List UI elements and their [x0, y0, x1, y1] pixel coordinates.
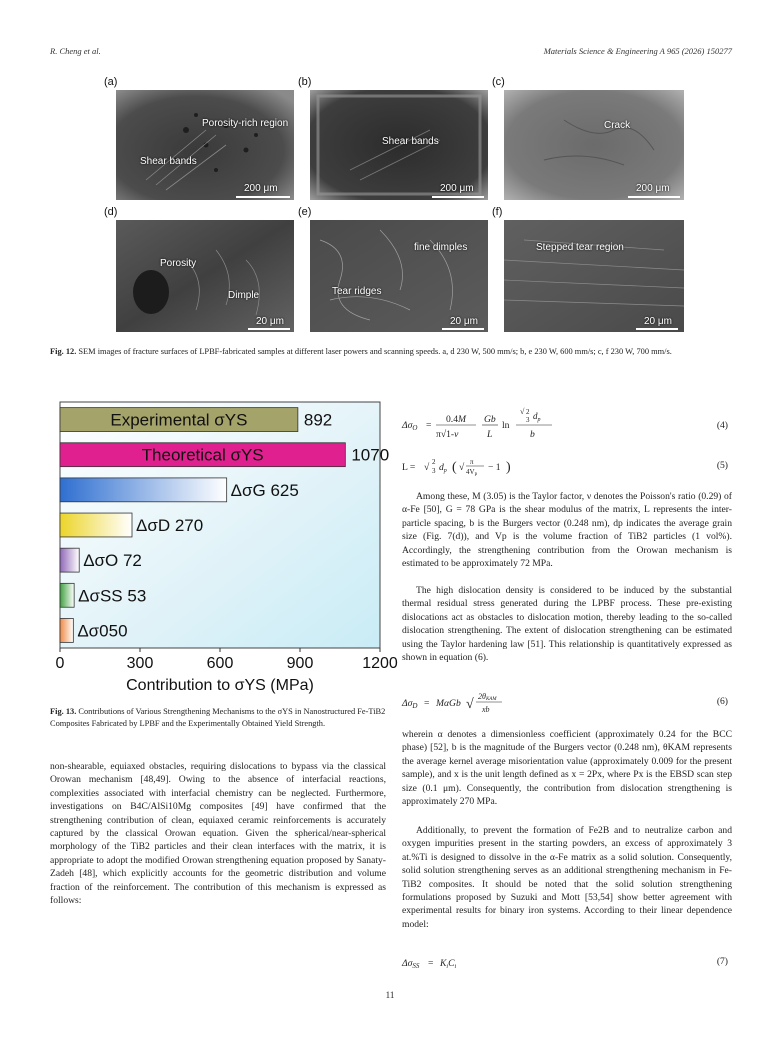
figure-13-caption-text: Contributions of Various Strengthening Mechanisms to the σYS in Nanostructured Fe-TiB2 Composites Fabricated by LPBF and the Experimentally Obtained Yield Strength.	[50, 707, 386, 728]
note-porosity: Porosity	[160, 258, 197, 269]
svg-text:xb: xb	[482, 705, 490, 714]
right-paragraph-2: The high dislocation density is considered to be induced by the substantial thermal residual stress generated during the LPBF process. These pre-existing dislocations act as obstacles to dislocation motion, thereby leading to the so-called dislocation strengthening. The extent of dislocation strengthening can be estimated using the Taylor hardening law [51]. This relationship is quantitatively expressed as shown in equation (6).	[402, 585, 732, 664]
svg-text:2θKAM: 2θKAM	[478, 692, 497, 702]
svg-text:dp: $d_p$	[533, 411, 541, 423]
figure-12	[100, 72, 690, 337]
svg-text:ln: ln	[502, 420, 510, 431]
page-number: 11	[385, 990, 395, 1000]
note-tear-ridges: Tear ridges	[332, 286, 382, 297]
x-axis-label: Contribution to σYS (MPa)	[126, 677, 314, 694]
panel-a-label: (a)	[104, 76, 118, 88]
sem-image-c	[504, 90, 684, 200]
svg-text:ΔσSS: $\Delta\sigma_{SS}$	[402, 958, 420, 970]
svg-text:− 1: − 1	[488, 462, 501, 473]
svg-text:=: =	[426, 420, 432, 431]
sem-image-e	[310, 220, 488, 332]
svg-text:3: 3	[526, 416, 530, 424]
sem-image-b	[310, 90, 488, 200]
bar-label-4: ΔσO 72	[83, 551, 142, 571]
bar-2	[60, 478, 227, 502]
svg-text:MαGb: MαGb	[436, 698, 461, 709]
svg-text:0.4M: 0.4M	[446, 414, 466, 425]
svg-text:=: =	[424, 698, 430, 709]
svg-text:): )	[506, 460, 511, 475]
note-dimple: Dimple	[228, 290, 260, 301]
scale-label-b: 200 μm	[440, 183, 474, 194]
note-stepped-tear-region: Stepped tear region	[536, 242, 624, 253]
bar-label-2: ΔσG 625	[230, 480, 299, 500]
running-header-authors: R. Cheng et al.	[50, 46, 101, 56]
equation-6-number: (6)	[716, 696, 728, 707]
svg-text:π√1-ν: π√1-ν	[436, 429, 459, 440]
note-crack: Crack	[604, 120, 631, 131]
svg-text:2: 2	[432, 458, 436, 466]
svg-text:dp: $d_p$	[439, 462, 447, 474]
scale-label-a: 200 μm	[244, 183, 278, 194]
note-shear-bands-a: Shear bands	[140, 156, 197, 167]
sem-image-f	[504, 220, 684, 332]
svg-text:L =: L =	[402, 462, 416, 473]
equation-5	[402, 452, 732, 482]
figure-13-caption-label: Fig. 13.	[50, 707, 77, 716]
svg-text:√: √	[424, 462, 430, 473]
svg-text:√: √	[520, 407, 525, 416]
note-shear-bands-b: Shear bands	[382, 136, 439, 147]
scale-bar-c	[628, 196, 680, 198]
svg-text:=: =	[428, 958, 434, 969]
bar-label-6: Δσ050	[77, 621, 128, 641]
x-tick-label-3: 900	[286, 655, 314, 672]
sem-image-a	[116, 90, 294, 200]
svg-text:2: 2	[526, 408, 530, 416]
scale-bar-d	[248, 328, 290, 330]
x-tick-label-2: 600	[206, 655, 234, 672]
equation-6	[402, 688, 732, 718]
scale-label-e: 20 μm	[450, 316, 478, 327]
scale-bar-a	[236, 196, 290, 198]
x-tick-label-0: 0	[55, 655, 65, 672]
panel-b-label: (b)	[298, 76, 312, 88]
bar-label-5: ΔσSS 53	[78, 586, 147, 606]
svg-text:4Vp: 4Vp	[466, 468, 478, 477]
value-label-1: 1070	[351, 445, 390, 465]
bar-label-3: ΔσD 270	[136, 516, 204, 535]
figure-13-svg	[46, 398, 398, 698]
value-label-0: 892	[303, 410, 333, 430]
right-paragraph-1: Among these, M (3.05) is the Taylor factor, ν denotes the Poisson's ratio (0.29) of α-Fe [50], G = 78 GPa is the shear modulus of the matrix, L represents the inter-particle spacing, b is the Burgers vector (0.248 nm), dp indicates the average grain size (Fig. 7(d)), and Vp is the volume fraction of TiB2 particles (1 vol%). Accordingly, the strengthening contribution from the Orowan mechanism is estimated to be approximately 72 MPa.	[402, 491, 732, 570]
x-tick-label-1: 300	[126, 655, 154, 672]
left-column-text: non-shearable, equiaxed obstacles, requiring dislocations to bypass via the classical Orowan mechanism [48,49]. Owing to the absence of interfacial reactions, complexities associated with interfacial chemistry can be neglected. Furthermore, investigations on B4C/AlSi10Mg composites [49] have confirmed that the strengthening contribution of clean, equiaxed ceramic reinforcements is accurately captured by the classical Orowan equation. Given the spherical/near-spherical morphology of the TiB2 particles and their clean interfaces with the matrix, it is appropriate to adopt the modified Orowan strengthening equation proposed by Sanaty-Zadeh [48], which explicitly accounts for the geometric distribution and volume fraction of the reinforcement. The contribution of this mechanism is expressed as follows:	[50, 761, 386, 907]
note-fine-dimples: fine dimples	[414, 242, 468, 253]
panel-d-label: (d)	[104, 206, 118, 218]
scale-label-c: 200 μm	[636, 183, 670, 194]
svg-text:L: L	[487, 429, 493, 440]
panel-e-label: (e)	[298, 206, 312, 218]
bar-4	[60, 548, 79, 572]
figure-12-caption-label: Fig. 12.	[50, 347, 77, 356]
scale-bar-e	[442, 328, 484, 330]
panel-f-label: (f)	[492, 206, 503, 218]
running-header-journal: Materials Science & Engineering A 965 (2026) 150277	[543, 46, 732, 56]
svg-text:KiCi: $K_iC_i$	[440, 958, 457, 970]
right-paragraph-3: wherein α denotes a dimensionless coefficient (approximately 0.24 for the BCC phase) [52], b is the magnitude of the Burgers vector (0.248 nm), θKAM represents the average kernel average misorientation value (approximately 0.009 for the present sample), and x is the unit length defined as x = 2Px, where Px is the EBSD scan step size (0.1 μm). Consequently, the contribution from dislocation strengthening is approximately 270 MPa.	[402, 729, 732, 808]
figure-13-chart	[46, 398, 398, 698]
bar-5	[60, 583, 74, 607]
svg-text:√: √	[459, 462, 465, 473]
sem-image-d	[116, 220, 294, 332]
bar-label-1: Theoretical σYS	[141, 445, 264, 465]
scale-label-d: 20 μm	[256, 316, 284, 327]
svg-text:b: b	[530, 429, 535, 440]
equation-7-number: (7)	[716, 956, 728, 967]
equation-5-number: (5)	[716, 460, 728, 471]
svg-text:ΔσO: $\Delta\sigma_O$	[402, 420, 418, 432]
note-porosity-rich-region: Porosity-rich region	[202, 118, 289, 129]
equation-7	[402, 954, 732, 972]
scale-bar-f	[636, 328, 678, 330]
svg-text:π: π	[470, 458, 474, 466]
right-paragraph-4: Additionally, to prevent the formation of Fe2B and to neutralize carbon and oxygen impurities present in the starting powders, an excess of approximately 3 at.%Ti is designed to dissolve in the α-Fe matrix as a solid solution. Consequently, solid solution strengthening serves as an additional strengthening mechanism in Fe-TiB2 composites. It should be noted that the solid solution strengthening formulations proposed by Suzuki and Mott [53,54] show better agreement with experimental results for binary iron systems. According to their linear dependence model:	[402, 825, 732, 930]
figure-12-caption-text: SEM images of fracture surfaces of LPBF-fabricated samples at different laser powers and scanning speeds. a, d 230 W, 500 mm/s; b, e 230 W, 600 mm/s; c, f 230 W, 700 mm/s.	[78, 347, 672, 356]
scale-label-f: 20 μm	[644, 316, 672, 327]
svg-text:(: (	[452, 460, 457, 475]
svg-text:3: 3	[432, 467, 436, 475]
equation-4-number: (4)	[716, 420, 728, 431]
bar-label-0: Experimental σYS	[110, 410, 248, 430]
figure-12-caption	[50, 346, 732, 358]
x-tick-label-4: 1200	[362, 655, 398, 672]
svg-text:ΔσD: $\Delta\sigma_D$	[402, 698, 418, 710]
bar-3	[60, 513, 132, 537]
svg-text:Gb: Gb	[484, 414, 496, 425]
equation-4	[402, 404, 732, 446]
svg-text:√: √	[466, 697, 474, 712]
bar-6	[60, 618, 73, 642]
panel-c-label: (c)	[492, 76, 505, 88]
figure-13-caption	[50, 706, 390, 730]
scale-bar-b	[432, 196, 484, 198]
